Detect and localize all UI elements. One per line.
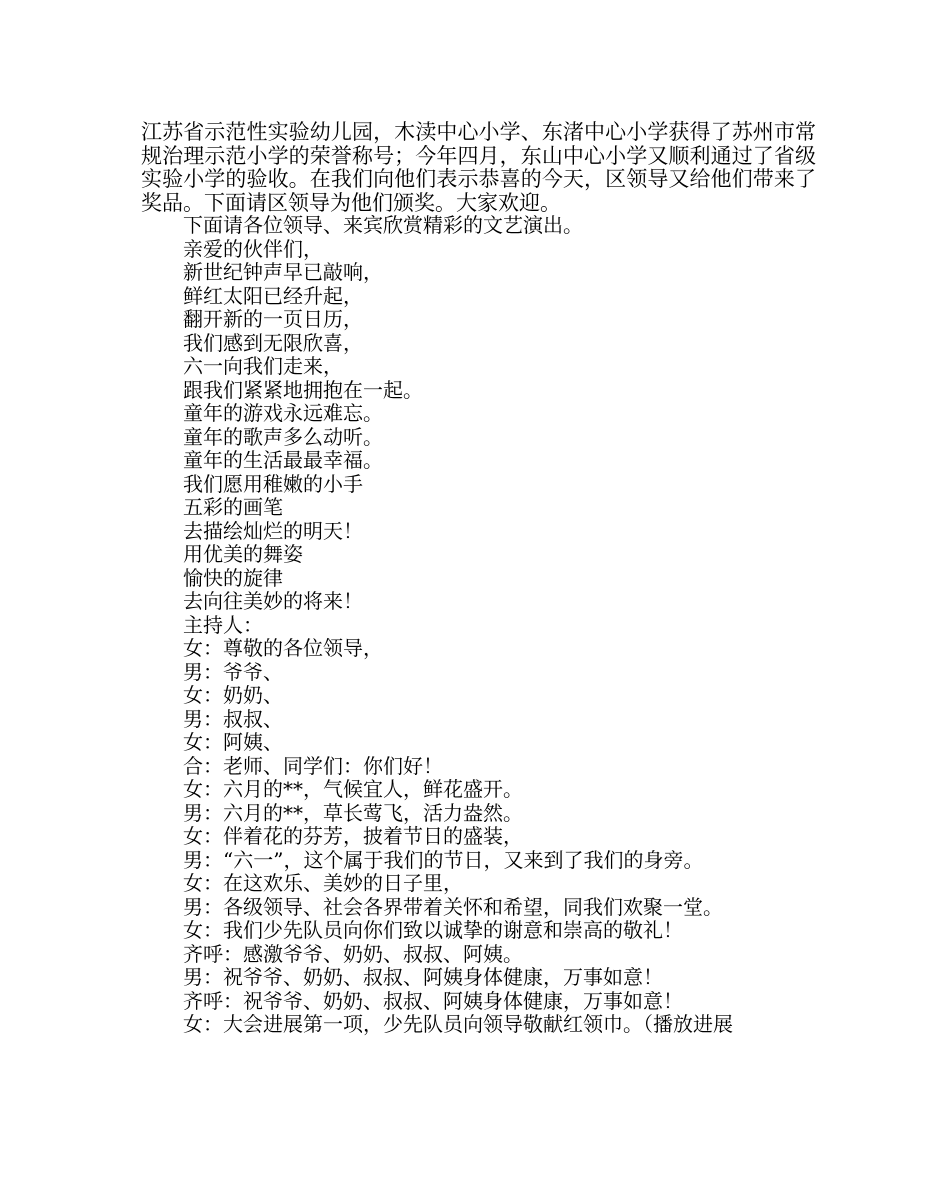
script-line: 女：尊敬的各位领导， [183, 636, 383, 660]
script-line: 女：奶奶、 [183, 683, 283, 707]
opening-paragraph: 江苏省示范性实验幼儿园，木渎中心小学、东渚中心小学获得了苏州市常规治理示范小学的荣誉称号；今年四月，东山中心小学又顺利通过了省级实验小学的验收。在我们向他们表示恭喜的今天，区领导又给他们带来了奖品。下面请区领导为他们颁奖。大家欢迎。 [141, 120, 816, 215]
script-lines [183, 214, 843, 1037]
script-line: 我们感到无限欣喜， [183, 330, 363, 355]
script-line: 男：六月的**，草长莺飞，活力盎然。 [183, 800, 523, 825]
script-line: 主持人： [183, 612, 263, 637]
script-line: 去描绘灿烂的明天！ [183, 518, 363, 543]
script-line: 男：“六一”，这个属于我们的节日，又来到了我们的身旁。 [183, 847, 704, 872]
script-line: 女：阿姨、 [183, 730, 283, 754]
script-line: 童年的歌声多么动听。 [183, 424, 383, 449]
script-line: 童年的生活最最幸福。 [183, 448, 383, 472]
script-line: 五彩的画笔 [183, 495, 283, 519]
script-line: 去向往美妙的将来！ [183, 589, 363, 613]
script-line: 女：大会进展第一项，少先队员向领导敬献红领巾。（播放进展 [183, 1012, 733, 1036]
script-line: 齐呼：祝爷爷、奶奶、叔叔、阿姨身体健康，万事如意！ [183, 988, 683, 1013]
script-line: 翻开新的一页日历， [183, 307, 363, 331]
script-line: 男：各级领导、社会各界带着关怀和希望，同我们欢聚一堂。 [183, 894, 723, 919]
script-line: 愉快的旋律 [183, 565, 283, 590]
script-line: 女：伴着花的芬芳，披着节日的盛装， [183, 824, 523, 848]
script-line: 亲爱的伙伴们， [183, 236, 323, 261]
script-line: 女：我们少先队员向你们致以诚挚的谢意和崇高的敬礼！ [183, 918, 683, 942]
script-line: 用优美的舞姿 [183, 542, 303, 566]
script-line: 男：叔叔、 [183, 706, 283, 731]
script-line: 我们愿用稚嫩的小手 [183, 471, 363, 496]
script-line: 合：老师、同学们：你们好！ [183, 753, 443, 778]
script-line: 跟我们紧紧地拥抱在一起。 [183, 377, 423, 402]
script-line: 男：爷爷、 [183, 659, 283, 684]
script-line: 鲜红太阳已经升起， [183, 283, 363, 308]
script-line: 女：六月的**，气候宜人，鲜花盛开。 [183, 777, 523, 801]
script-line: 男：祝爷爷、奶奶、叔叔、阿姨身体健康，万事如意！ [183, 965, 663, 989]
script-line: 女：在这欢乐、美妙的日子里， [183, 871, 463, 895]
script-line: 六一向我们走来， [183, 354, 343, 378]
script-line: 童年的游戏永远难忘。 [183, 401, 383, 425]
script-line: 新世纪钟声早已敲响， [183, 260, 383, 284]
script-line: 下面请各位领导、来宾欣赏精彩的文艺演出。 [183, 213, 583, 237]
script-line: 齐呼：感激爷爷、奶奶、叔叔、阿姨。 [183, 941, 523, 966]
